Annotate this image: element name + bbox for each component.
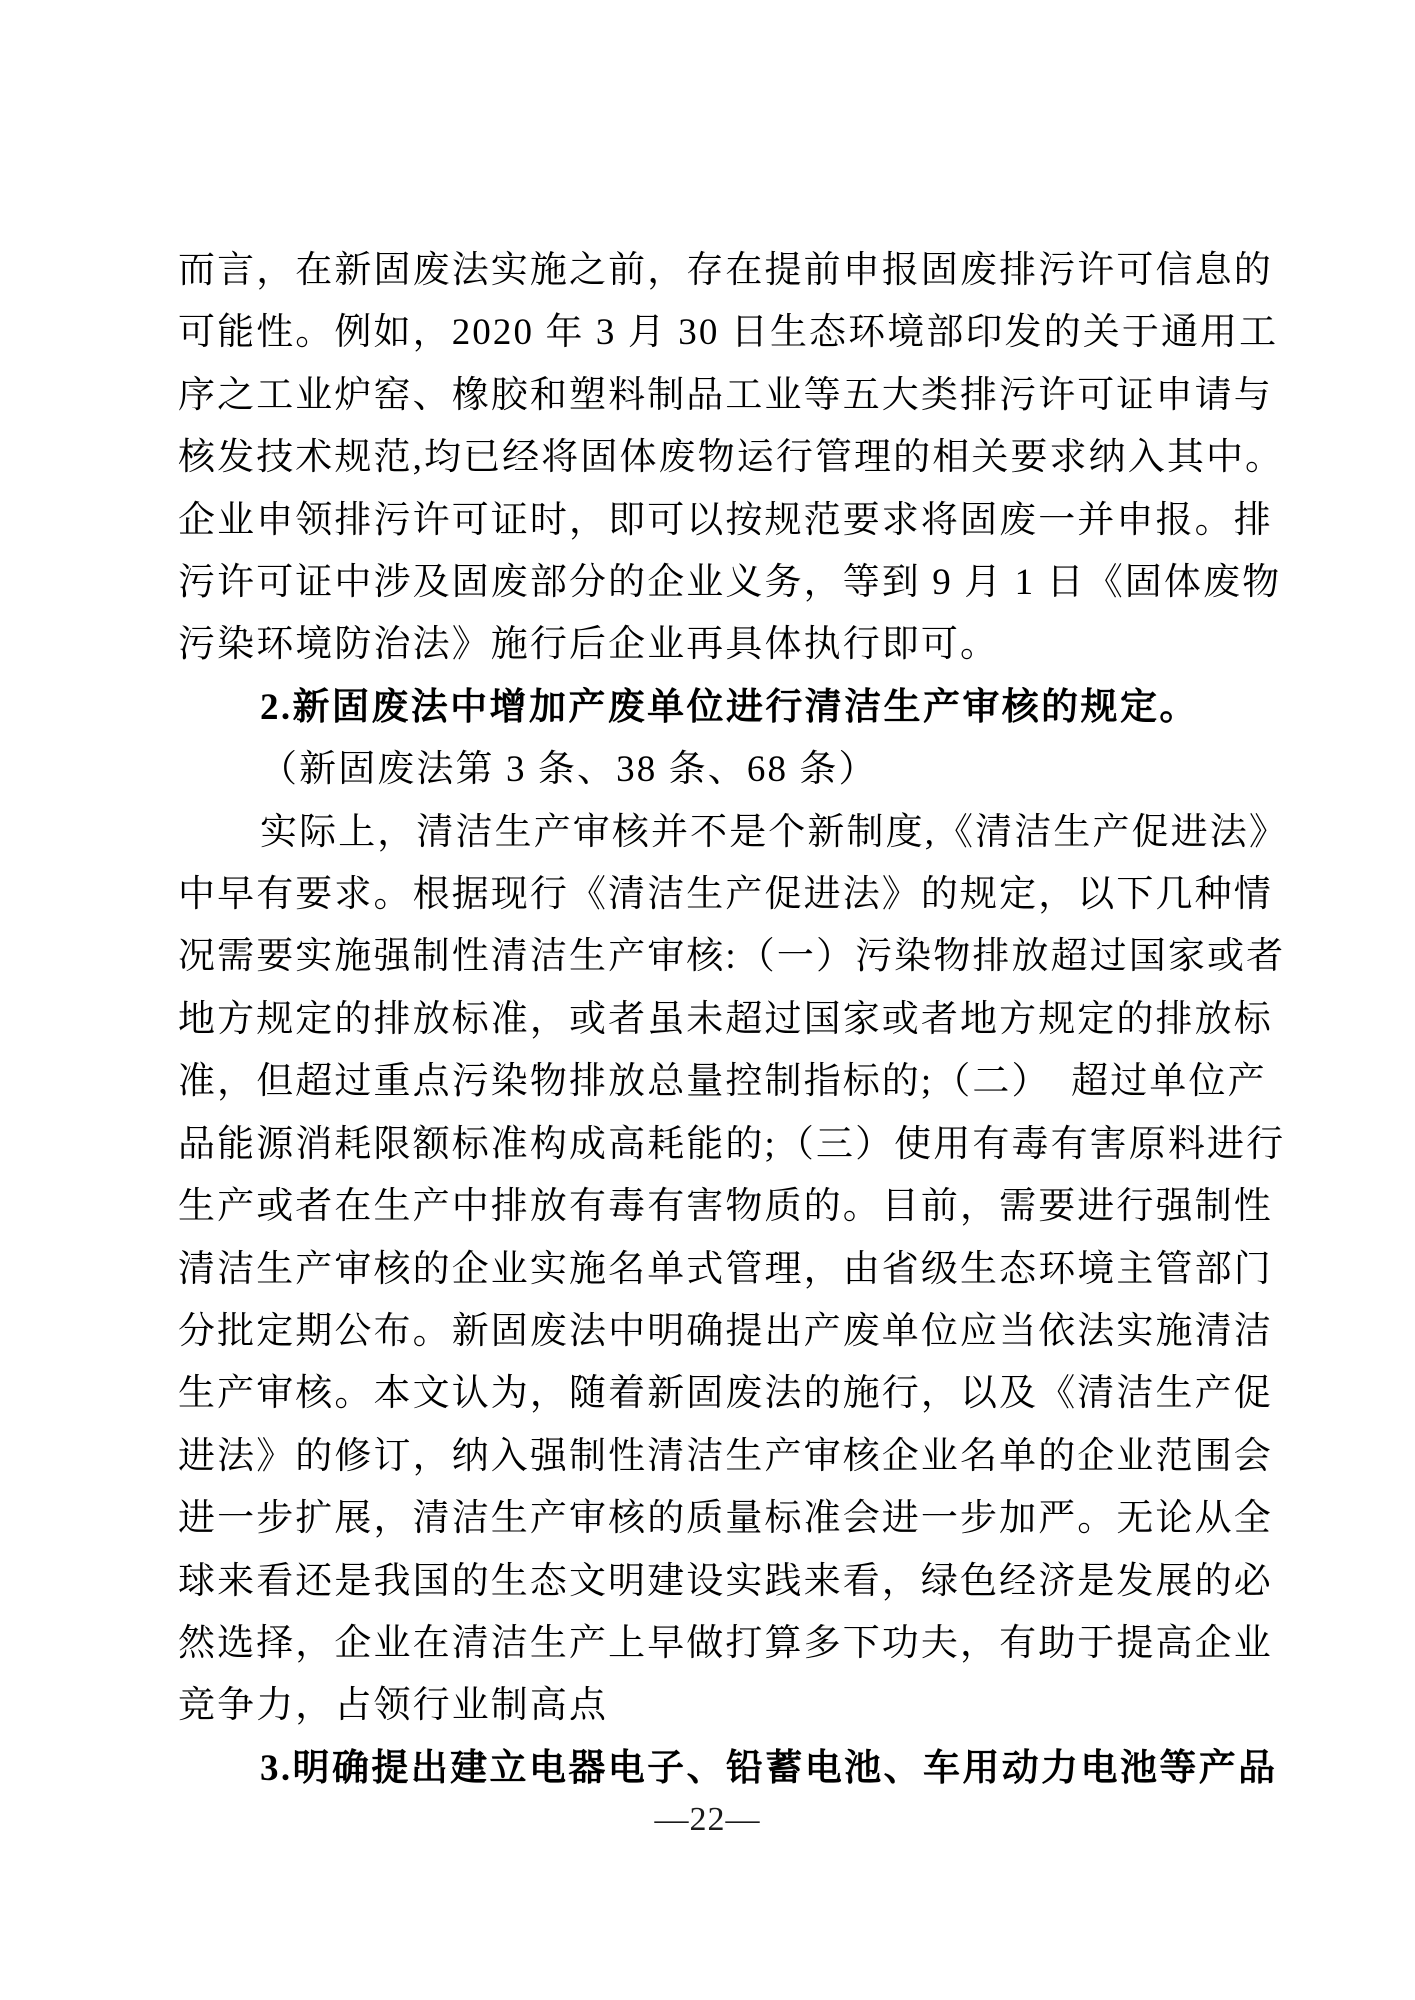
body-line: 生产审核。本文认为，随着新固废法的施行，以及《清洁生产促 xyxy=(178,1373,1273,1415)
page-body xyxy=(178,240,1288,1800)
body-line: 污许可证中涉及固废部分的企业义务，等到 9 月 1 日《固体废物 xyxy=(178,562,1282,604)
body-line: 可能性。例如，2020 年 3 月 30 日生态环境部印发的关于通用工 xyxy=(178,312,1279,354)
body-line: 进法》的修订，纳入强制性清洁生产审核企业名单的企业范围会 xyxy=(178,1435,1273,1477)
body-line: 企业申领排污许可证时，即可以按规范要求将固废一并申报。排 xyxy=(178,499,1273,541)
body-line: 中早有要求。根据现行《清洁生产促进法》的规定，以下几种情 xyxy=(178,874,1273,916)
body-line: 地方规定的排放标准，或者虽未超过国家或者地方规定的排放标 xyxy=(178,998,1273,1040)
body-line: 序之工业炉窑、橡胶和塑料制品工业等五大类排污许可证申请与 xyxy=(178,374,1273,416)
body-line: 竞争力，占领行业制高点 xyxy=(178,1685,609,1727)
body-line: 然选择，企业在清洁生产上早做打算多下功夫，有助于提高企业 xyxy=(178,1622,1273,1664)
body-line: 污染环境防治法》施行后企业再具体执行即可。 xyxy=(178,624,1000,666)
section-heading-2: 2.新固废法中增加产废单位进行清洁生产审核的规定。 xyxy=(260,686,1199,728)
page-number: —22— xyxy=(654,1801,761,1838)
body-line: 球来看还是我国的生态文明建设实践来看，绿色经济是发展的必 xyxy=(178,1560,1273,1602)
body-line: 分批定期公布。新固废法中明确提出产废单位应当依法实施清洁 xyxy=(178,1310,1273,1352)
body-line: 核发技术规范,均已经将固体废物运行管理的相关要求纳入其中。 xyxy=(178,437,1285,479)
body-line: 清洁生产审核的企业实施名单式管理，由省级生态环境主管部门 xyxy=(178,1248,1273,1290)
body-line: 而言，在新固废法实施之前，存在提前申报固废排污许可信息的 xyxy=(178,250,1273,291)
body-line: 品能源消耗限额标准构成高耗能的;（三）使用有毒有害原料进行 xyxy=(178,1123,1286,1165)
law-articles-reference: （新固废法第 3 条、38 条、68 条） xyxy=(260,749,878,791)
body-line: 进一步扩展，清洁生产审核的质量标准会进一步加严。无论从全 xyxy=(178,1498,1273,1540)
body-line: 实际上，清洁生产审核并不是个新制度,《清洁生产促进法》 xyxy=(260,811,1288,853)
section-heading-3: 3.明确提出建立电器电子、铅蓄电池、车用动力电池等产品 xyxy=(260,1747,1278,1789)
body-line: 准，但超过重点污染物排放总量控制指标的;（二） 超过单位产 xyxy=(178,1061,1267,1103)
body-line: 况需要实施强制性清洁生产审核:（一）污染物排放超过国家或者 xyxy=(178,936,1286,978)
body-line: 生产或者在生产中排放有毒有害物质的。目前，需要进行强制性 xyxy=(178,1186,1273,1228)
